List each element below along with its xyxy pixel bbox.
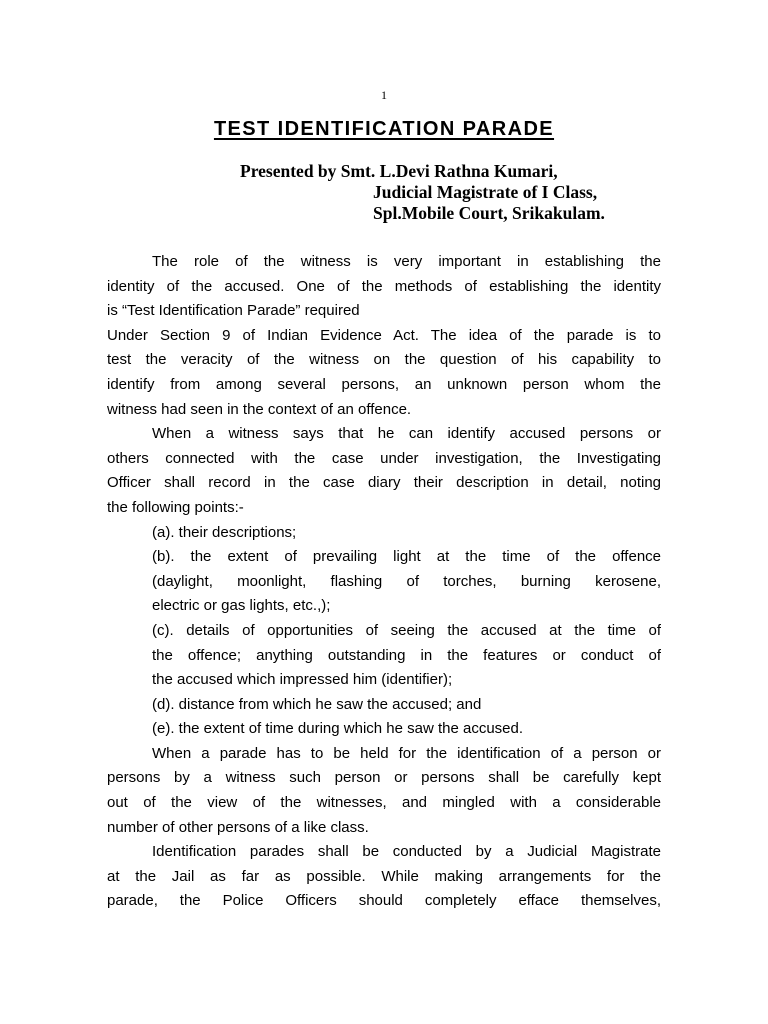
body-line: Under Section 9 of Indian Evidence Act. The idea of the parade is to <box>107 326 661 344</box>
body-line: at the Jail as far as possible. While making arrangements for the <box>107 867 661 885</box>
body-line: When a witness says that he can identify accused persons or <box>152 425 661 443</box>
body-line: persons by a witness such person or persons shall be carefully kept <box>107 769 661 787</box>
body-line: others connected with the case under investigation, the Investigating <box>107 449 661 467</box>
body-line: identity of the accused. One of the methods of establishing the identity <box>107 277 661 295</box>
list-item-continuation: (daylight, moonlight, flashing of torches, burning kerosene, <box>152 572 661 590</box>
list-item: (c). details of opportunities of seeing the accused at the time of <box>152 621 661 639</box>
document-body <box>107 250 661 914</box>
body-line: parade, the Police Officers should completely efface themselves, <box>107 892 661 910</box>
list-item: (a). their descriptions; <box>152 523 297 541</box>
byline-presenter: Presented by Smt. L.Devi Rathna Kumari, <box>240 161 558 181</box>
body-line: out of the view of the witnesses, and mingled with a considerable <box>107 794 661 812</box>
body-line: The role of the witness is very important in establishing the <box>152 253 661 270</box>
byline-designation: Judicial Magistrate of I Class, <box>373 182 598 202</box>
list-item-continuation: the offence; anything outstanding in the features or conduct of <box>152 646 661 664</box>
list-item-continuation: the accused which impressed him (identifier); <box>152 671 453 689</box>
body-line: is “Test Identification Parade” required <box>107 302 360 320</box>
body-line: test the veracity of the witness on the question of his capability to <box>107 351 661 369</box>
list-item: (b). the extent of prevailing light at the time of the offence <box>152 548 661 566</box>
body-line: When a parade has to be held for the identification of a person or <box>152 744 661 762</box>
document-title: TEST IDENTIFICATION PARADE <box>213 118 555 140</box>
body-line: the following points:- <box>107 498 244 516</box>
page-number: 1 <box>381 88 387 102</box>
body-line: Officer shall record in the case diary their description in detail, noting <box>107 474 661 492</box>
list-item: (d). distance from which he saw the accused; and <box>152 695 482 713</box>
body-line: Identification parades shall be conducted by a Judicial Magistrate <box>152 843 661 861</box>
list-item-continuation: electric or gas lights, etc.,); <box>152 597 331 615</box>
list-item: (e). the extent of time during which he saw the accused. <box>152 720 524 738</box>
body-line: witness had seen in the context of an offence. <box>107 400 412 418</box>
body-line: identify from among several persons, an unknown person whom the <box>107 375 661 393</box>
body-line: number of other persons of a like class. <box>107 818 369 836</box>
byline-court: Spl.Mobile Court, Srikakulam. <box>373 203 605 223</box>
